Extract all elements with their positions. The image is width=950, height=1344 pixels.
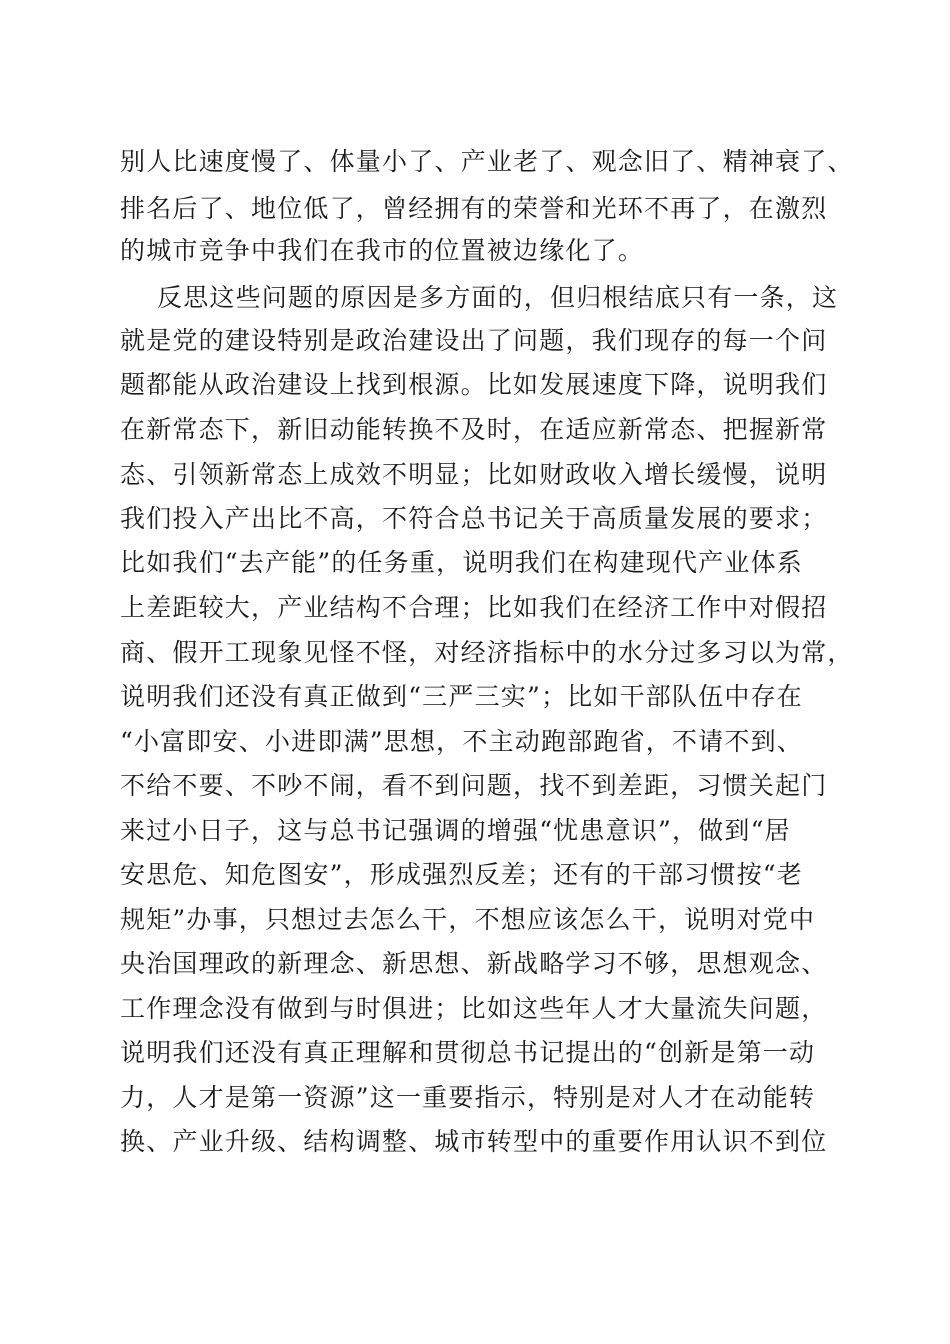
text-line: “小富即安、小进即满”思想，不主动跑部跑省，不请不到、 — [120, 727, 803, 756]
text-line: 别人比速度慢了、体量小了、产业老了、观念旧了、精神衰了、 — [120, 147, 854, 176]
text-line: 不给不要、不吵不闹，看不到问题，找不到差距，习惯关起门 — [120, 771, 828, 800]
text-line: 说明我们还没有真正理解和贯彻总书记提出的“创新是第一动 — [120, 1038, 816, 1067]
paragraph-first-line: 反思这些问题的原因是多方面的，但归根结底只有一条，这 — [157, 283, 839, 312]
text-line: 工作理念没有做到与时俱进；比如这些年人才大量流失问题， — [120, 994, 828, 1023]
text-line: 说明我们还没有真正做到“三严三实”；比如干部队伍中存在 — [120, 682, 803, 711]
text-line: 在新常态下，新旧动能转换不及时，在适应新常态、把握新常 — [120, 415, 828, 444]
text-line: 规矩”办事，只想过去怎么干，不想应该怎么干，说明对党中 — [120, 905, 816, 934]
text-line: 我们投入产出比不高，不符合总书记关于高质量发展的要求； — [120, 504, 828, 533]
text-line: 来过小日子，这与总书记强调的增强“忧患意识”，做到“居 — [120, 816, 791, 845]
text-line: 上差距较大，产业结构不合理；比如我们在经济工作中对假招 — [120, 593, 828, 622]
text-line: 题都能从政治建设上找到根源。比如发展速度下降，说明我们 — [120, 370, 828, 399]
text-line: 的城市竞争中我们在我市的位置被边缘化了。 — [120, 236, 645, 265]
text-line: 换、产业升级、结构调整、城市转型中的重要作用认识不到位 — [120, 1127, 828, 1156]
text-line: 排名后了、地位低了，曾经拥有的荣誉和光环不再了，在激烈 — [120, 194, 828, 223]
text-line: 态、引领新常态上成效不明显；比如财政收入增长缓慢，说明 — [120, 460, 828, 489]
text-line: 比如我们“去产能”的任务重，说明我们在构建现代产业体系 — [120, 548, 803, 577]
text-line: 央治国理政的新理念、新思想、新战略学习不够，思想观念、 — [120, 949, 828, 978]
text-line: 就是党的建设特别是政治建设出了问题，我们现存的每一个问 — [120, 326, 828, 355]
text-line: 力，人才是第一资源”这一重要指示，特别是对人才在动能转 — [120, 1083, 816, 1112]
text-line: 商、假开工现象见怪不怪，对经济指标中的水分过多习以为常， — [120, 638, 854, 667]
text-line: 安思危、知危图安”，形成强烈反差；还有的干部习惯按“老 — [120, 860, 803, 889]
